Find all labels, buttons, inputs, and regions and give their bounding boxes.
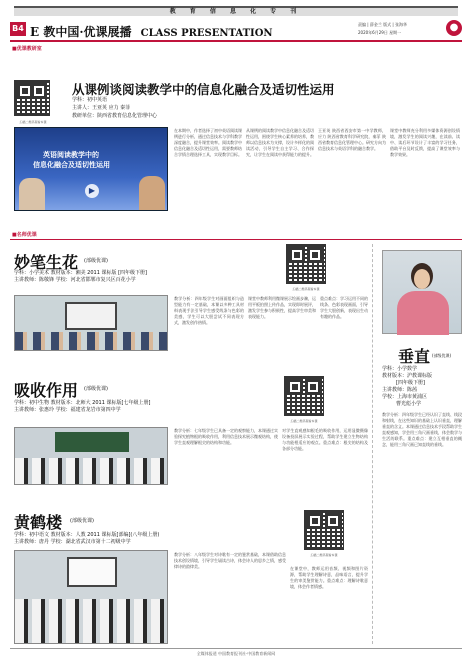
t2-teacher-photo [382, 250, 462, 334]
section-label-research: ■优课教研室 [12, 46, 42, 52]
t2-text: 教学分析：四年级学生已经认识了直线、线段和射线，在这些知识的基础上认识垂直，理解垂直的含义。本课通过信息技术手段帮助学生直观感知，学会用三角尺画垂线，体会数学与生活的联系。重点难点：建立互相垂直的概念，能用三角尺画已知直线的垂线。 [382, 412, 462, 447]
t3-qr-caption: 扫描二维码观看本课 [290, 419, 318, 423]
issue-date: 2020年6月29日 星期一 [358, 30, 402, 35]
t2-meta-4: 学校：上海市黄浦区 [382, 394, 428, 400]
section1-qr-code [14, 80, 50, 116]
section-label-teachers: ■名师优课 [12, 232, 37, 238]
page-title-cn: E 教中国·优课展播 [30, 25, 132, 39]
page-number-badge: B4 [10, 22, 26, 36]
lesson-tag: (部级优课) [84, 258, 108, 264]
t1-text-a: 教学分析：四年级学生对画面组织与造型能力有一定基础，本课以多种工具材料表现手法引导学生感受线条与色彩的美感，学生可以大胆尝试不同表现方式，激发创作热情。 [174, 296, 244, 325]
play-icon[interactable]: ▶ [85, 184, 99, 198]
teacher-body [397, 291, 449, 335]
t4-qr-caption: 扫描二维码观看本课 [310, 553, 338, 557]
lesson-name-xishou: 吸收作用 [14, 381, 79, 400]
student-figures [15, 332, 167, 350]
t4-text-a: 教学分析：八年级学生对诗歌有一定的鉴赏基础，本课借助信息技术创设情境，引导学生诵读古诗，体会诗人的思乡之情，感受律诗的韵律美。 [174, 552, 286, 569]
lesson-name-huanghelou: 黄鹤楼 [14, 513, 63, 532]
page-title-en: CLASS PRESENTATION [140, 28, 273, 39]
t4-qr-code[interactable] [304, 510, 344, 550]
section1-text-col1: 在本期中，作者选择了初中英语阅读课例进行分析，通过信息技术与学科教学深度融合，提升课堂效率。阅读教学中信息化融合及适切性运用，需要教师结合学情合理选择工具，实现教学目标。 [174, 128, 242, 157]
t2-meta-0: 学科：小学数学 [382, 366, 418, 372]
lesson-tag: (部级优课) [70, 518, 94, 524]
section1-text-col4: 课堂中教师充分利用多媒体资源创设情境，激发学生的阅读兴趣，在读前、读中、读后环节设计了丰富的学习任务，借助平台及时反馈，提高了课堂效率与教学效果。 [390, 128, 460, 157]
logo-icon: ● [446, 20, 462, 36]
section1-qr-caption: 扫描二维码观看本课 [19, 120, 47, 124]
footer-credit: 全媒体报道 中国教育报刊社·中国教育新闻网 [196, 651, 276, 656]
section1-video-poster[interactable] [14, 127, 168, 211]
poster-title-line1: 英语阅读教学中的 [43, 151, 99, 159]
lesson-meta: 学科：初中语文 教材版本：人教 2011 课标版[部编](八年级上册) [14, 532, 160, 538]
column-divider [372, 244, 373, 644]
t1-qr-code[interactable] [286, 244, 326, 284]
lesson-name-miaobi: 妙笔生花 [14, 253, 79, 272]
page-title [30, 21, 273, 37]
poster-figure [139, 176, 165, 210]
poster-figure [19, 178, 45, 210]
t1-video-still[interactable] [14, 295, 168, 351]
lesson-meta: 学科：初中生物 教材版本：北师大 2011 课标版[七年级上册] [14, 400, 151, 406]
t3-text-a: 教学分析：七年级学生已具备一定的观察能力，本课通过实验探究植物根的吸收作用，利用信息技术展示微观结构，使学生直观理解根尖的结构和功能。 [174, 428, 278, 445]
lesson-tag: (部级优课) [432, 353, 452, 358]
t4-video-still[interactable] [14, 550, 168, 644]
masthead-banner [14, 6, 458, 16]
lesson-meta: 主讲教师：唐丹 学校：湖北省武汉市第十二初级中学 [14, 539, 131, 545]
section1-meta-unit: 教研单位：陕西省教育信息化管理中心 [72, 113, 158, 119]
classroom-board [55, 432, 129, 452]
t1-text-c: 重点难点：学习运用不同的线条、色彩表现画面，引导学生大胆创新，表现出生动有趣的作品。 [320, 296, 368, 319]
t1-text-b: 课堂中教师利用微课展示绘画步骤，运用平板拍照上传作品，实现即时展评，激发学生参与积极性，提高学生审美和表现能力。 [248, 296, 316, 319]
section1-text-col2: 从课例的阅读教学中信息化融合及适切性运用，围绕学生核心素养的培养，教师以信息技术为支撑，设计多样化的阅读活动，引导学生自主学习、合作探究，让学生在阅读中获得能力的提升。 [246, 128, 314, 157]
poster-title-line2: 信息化融合及适切性运用 [33, 161, 110, 169]
t4-text-b: 在课堂中，教师运用音频、视频和图片资源，帮助学生理解诗意，品味语言，提升学生的审美鉴赏能力。重点难点：理解诗歌意境，体会作者情感。 [290, 566, 368, 589]
student-figures [15, 458, 167, 484]
t2-meta-3: 主讲教师：陈茜 [382, 387, 418, 393]
masthead-banner-text: 教 育 信 息 化 专 刊 [169, 8, 303, 15]
lesson-name-chuizhi: 垂直 [398, 347, 431, 366]
student-figures [15, 599, 167, 643]
t2-meta-5: 曹光彪小学 [396, 401, 422, 407]
t3-qr-code[interactable] [284, 376, 324, 416]
section1-text-col3: 王亚英 陕西省西安市第一中学教师，应力 陕西省教育科学研究院，秦菲 陕西省教育信息化管理中心。研究方向为信息技术与英语学科的融合教学。 [318, 128, 386, 151]
t1-qr-caption: 扫描二维码观看本课 [292, 287, 320, 291]
classroom-screen [67, 557, 117, 587]
t2-meta-2: [四年级下册] [396, 380, 425, 386]
t2-meta-1: 教材版本：沪教课标版 [382, 373, 433, 379]
editor-info: 责编 | 薛金兰 版式 | 张海华 [358, 22, 408, 27]
masthead-rule [10, 40, 462, 42]
section-rule [10, 239, 462, 240]
lesson-meta: 主讲教师：陈敬锋 学校：河北省邯郸市复兴区百花小学 [14, 277, 136, 283]
lesson-tag: (部级优课) [84, 386, 108, 392]
section1-meta-teachers: 主讲人：王亚英 应力 秦菲 [72, 105, 131, 111]
t3-text-b: 对学生直观感知根毛的吸收作用，运用显微摄像设备投屏展示实验过程，帮助学生建立生物结构与功能相适应的观点。重点难点：根尖的结构及各部分功能。 [282, 428, 368, 451]
teacher-face [414, 269, 430, 289]
t3-video-still[interactable] [14, 427, 168, 485]
lesson-meta: 主讲教师：张惠玲 学校：福建省龙岩市第四中学 [14, 407, 121, 413]
section1-headline: 从课例谈阅读教学中的信息化融合及适切性运用 [72, 82, 335, 97]
lesson-meta: 学科：小学美术 教材版本：湘美 2011 课标版 [四年级下册] [14, 270, 147, 276]
footer-rule [10, 648, 462, 649]
section1-meta-subject: 学科：初中英语 [72, 97, 108, 103]
classroom-screen [65, 302, 117, 330]
